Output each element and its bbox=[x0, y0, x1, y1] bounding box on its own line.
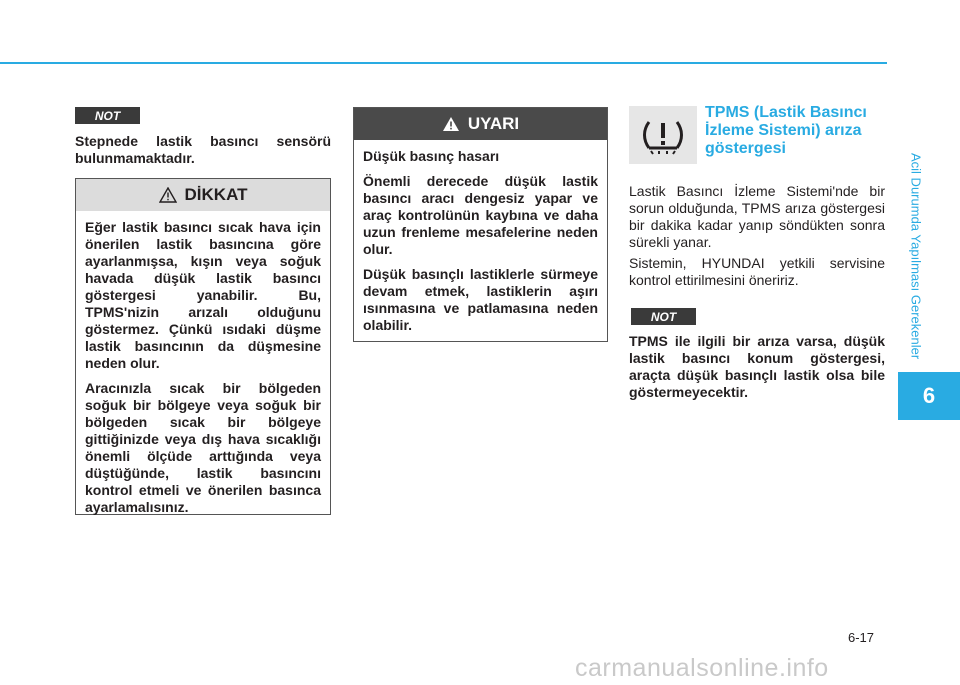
section-title: TPMS (Lastik Basıncı İzleme Sistemi) arıza göstergesi bbox=[705, 104, 867, 157]
warning-subtitle: Düşük basınç hasarı bbox=[363, 148, 500, 164]
warning-title: UYARI bbox=[467, 114, 520, 133]
header-rule bbox=[0, 62, 887, 64]
warning-box bbox=[353, 107, 608, 342]
body-paragraph: Sistemin, HYUNDAI yetkili servisine kontrol ettirilmesini öneririz. bbox=[629, 255, 885, 288]
caution-box bbox=[75, 178, 331, 515]
tpms-warning-icon bbox=[629, 106, 697, 164]
chapter-number-tab: 6 bbox=[898, 372, 960, 420]
chapter-title: Acil Durumda Yapılması Gerekenler bbox=[908, 152, 924, 360]
watermark: carmanualsonline.info bbox=[575, 654, 829, 682]
note-text: TPMS ile ilgili bir arıza varsa, düşük lastik basıncı konum göstergesi, araçta düşük basınçlı lastik olsa bile göstermeyecektir. bbox=[629, 333, 885, 400]
caution-body bbox=[76, 211, 330, 534]
note-label: NOT bbox=[631, 308, 696, 325]
note-text: Stepnede lastik basıncı sensörü bulunmamaktadır. bbox=[75, 133, 331, 166]
warning-paragraph: Düşük basınçlı lastiklerle sürmeye devam etmek, lastiklerin aşırı ısınmasına ve patlamasına neden olabilir. bbox=[363, 266, 598, 333]
caution-paragraph: Eğer lastik basıncı sıcak hava için önerilen lastik basıncına göre ayarlanmışsa, kışın veya soğuk havada düşük lastik basıncı göstergesi yanabilir. Bu, TPMS'nizin arızalı olduğunu göstermez. Çünkü ısıdaki düşme lastik basıncının da düşmesine neden olur. bbox=[85, 219, 321, 371]
warning-triangle-icon bbox=[442, 116, 460, 132]
caution-triangle-icon bbox=[159, 187, 177, 203]
body-paragraph: Lastik Basıncı İzleme Sistemi'nde bir sorun olduğunda, TPMS arıza göstergesi bir dakika kadar yanıp söndükten sonra sürekli yanar. bbox=[629, 183, 885, 250]
warning-paragraph: Önemli derecede düşük lastik basıncı aracı dengesiz yapar ve araç kontrolünün kaybına ve daha uzun frenleme mesafelerine neden olur. bbox=[363, 173, 598, 257]
caution-header bbox=[76, 179, 330, 211]
warning-body bbox=[354, 140, 607, 352]
caution-title: DİKKAT bbox=[184, 185, 248, 204]
note-label: NOT bbox=[75, 107, 140, 124]
page-number: 6-17 bbox=[848, 630, 875, 645]
caution-paragraph: Aracınızla sıcak bir bölgeden soğuk bir bölgeye veya soğuk bir bölgeden sıcak bir bölgeye gittiğinizde veya dış hava sıcaklığı önemli ölçüde arttığında veya düştüğünde, lastik basıncını kontrol etmeli ve önerilen basınca ayarlamalısınız. bbox=[85, 380, 321, 515]
warning-header bbox=[354, 108, 607, 140]
